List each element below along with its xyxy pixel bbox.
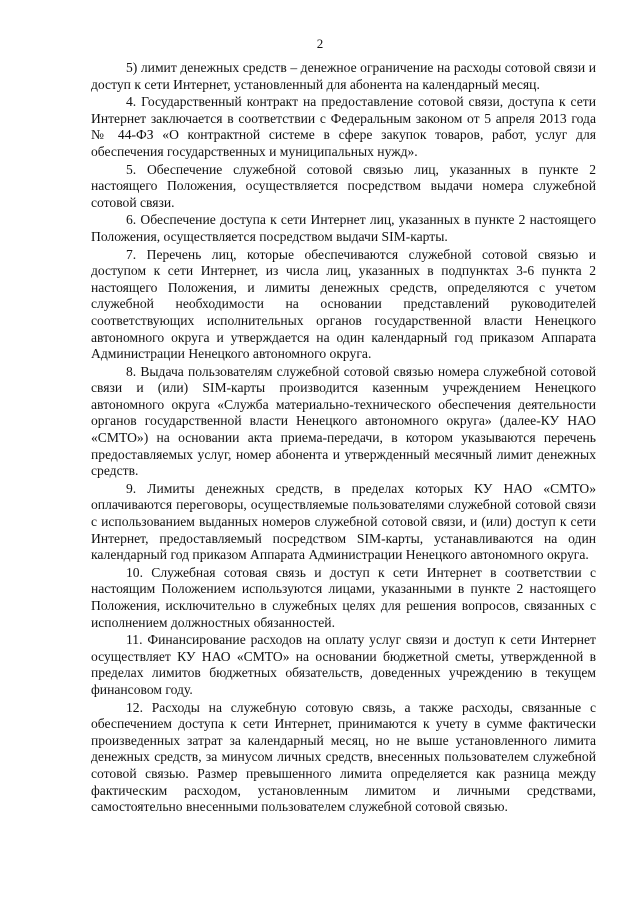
paragraph-8-issuance: 8. Выдача пользователям служебной сотовой связью номера служебной сотовой связи и (или) SIM-карты производится казенным учреждением Ненецкого автономного округа «Служба материально-технического обеспечения деятельности органов государственной власти Ненецкого автономного округа» (далее-КУ НАО «СМТО») на основании акта приема-передачи, в котором указываются перечень предоставляемых услуг, номер абонента и утвержденный месячный лимит денежных средств. [91, 363, 596, 479]
paragraph-4-state-contract: 4. Государственный контракт на предоставление сотовой связи, доступа к сети Интернет заключается в соответствии с Федеральным законом от 5 апреля 2013 года № 44-ФЗ «О контрактной системе в сфере закупок товаров, работ, услуг для обеспечения государственных и муниципальных нужд». [91, 94, 596, 159]
paragraph-10-official-use: 10. Служебная сотовая связь и доступ к сети Интернет в соответствии с настоящим Положением используются лицами, указанными в пункте 2 настоящего Положения, исключительно в служебных целях для решения вопросов, связанных с исполнением должностных обязанностей. [91, 564, 596, 630]
paragraph-12-expenses: 12. Расходы на служебную сотовую связь, а также расходы, связанные с обеспечением доступа к сети Интернет, принимаются к учету в сумме фактически произведенных затрат за календарный месяц, но не выше установленного лимита денежных средств, за минусом личных средств, внесенных пользователем служебной сотовой связью. Размер превышенного лимита определяется как разница между фактическим расходом, установленным лимитом и личными средствами, самостоятельно внесенными пользователем служебной сотовой связью. [91, 699, 596, 815]
paragraph-6-internet-access: 6. Обеспечение доступа к сети Интернет лиц, указанных в пункте 2 настоящего Положения, осуществляется посредством выдачи SIM-карты. [91, 212, 596, 244]
paragraph-7-list-of-persons: 7. Перечень лиц, которые обеспечиваются служебной сотовой связью и доступом к сети Интернет, из числа лиц, указанных в подпунктах 3-6 пункта 2 настоящего Положения, и лимиты денежных средств, определяются с учетом служебной необходимости на основании представлений руководителей соответствующих исполнительных органов государственной власти Ненецкого автономного округа и утверждается на один календарный год приказом Аппарата Администрации Ненецкого автономного округа. [91, 246, 596, 362]
paragraph-item-5-subpoint: 5) лимит денежных средств – денежное ограничение на расходы сотовой связи и доступ к сети Интернет, установленный для абонента на календарный месяц. [91, 60, 596, 92]
document-body [91, 60, 596, 817]
page-number: 2 [316, 36, 324, 51]
paragraph-5-mobile-provision: 5. Обеспечение служебной сотовой связью лиц, указанных в пункте 2 настоящего Положения, осуществляется посредством выдачи номера служебной сотовой связи. [91, 161, 596, 210]
paragraph-11-financing: 11. Финансирование расходов на оплату услуг связи и доступ к сети Интернет осуществляет КУ НАО «СМТО» на основании бюджетной сметы, утвержденной в пределах лимитов бюджетных обязательств, доведенных учреждению в текущем финансовом году. [91, 632, 596, 697]
paragraph-9-limits: 9. Лимиты денежных средств, в пределах которых КУ НАО «СМТО» оплачиваются переговоры, осуществляемые пользователями служебной сотовой связи с использованием выданных номеров служебной сотовой связи, и (или) доступ к сети Интернет, предоставляемый посредством SIM-карты, устанавливаются на один календарный год приказом Аппарата Администрации Ненецкого автономного округа. [91, 480, 596, 563]
